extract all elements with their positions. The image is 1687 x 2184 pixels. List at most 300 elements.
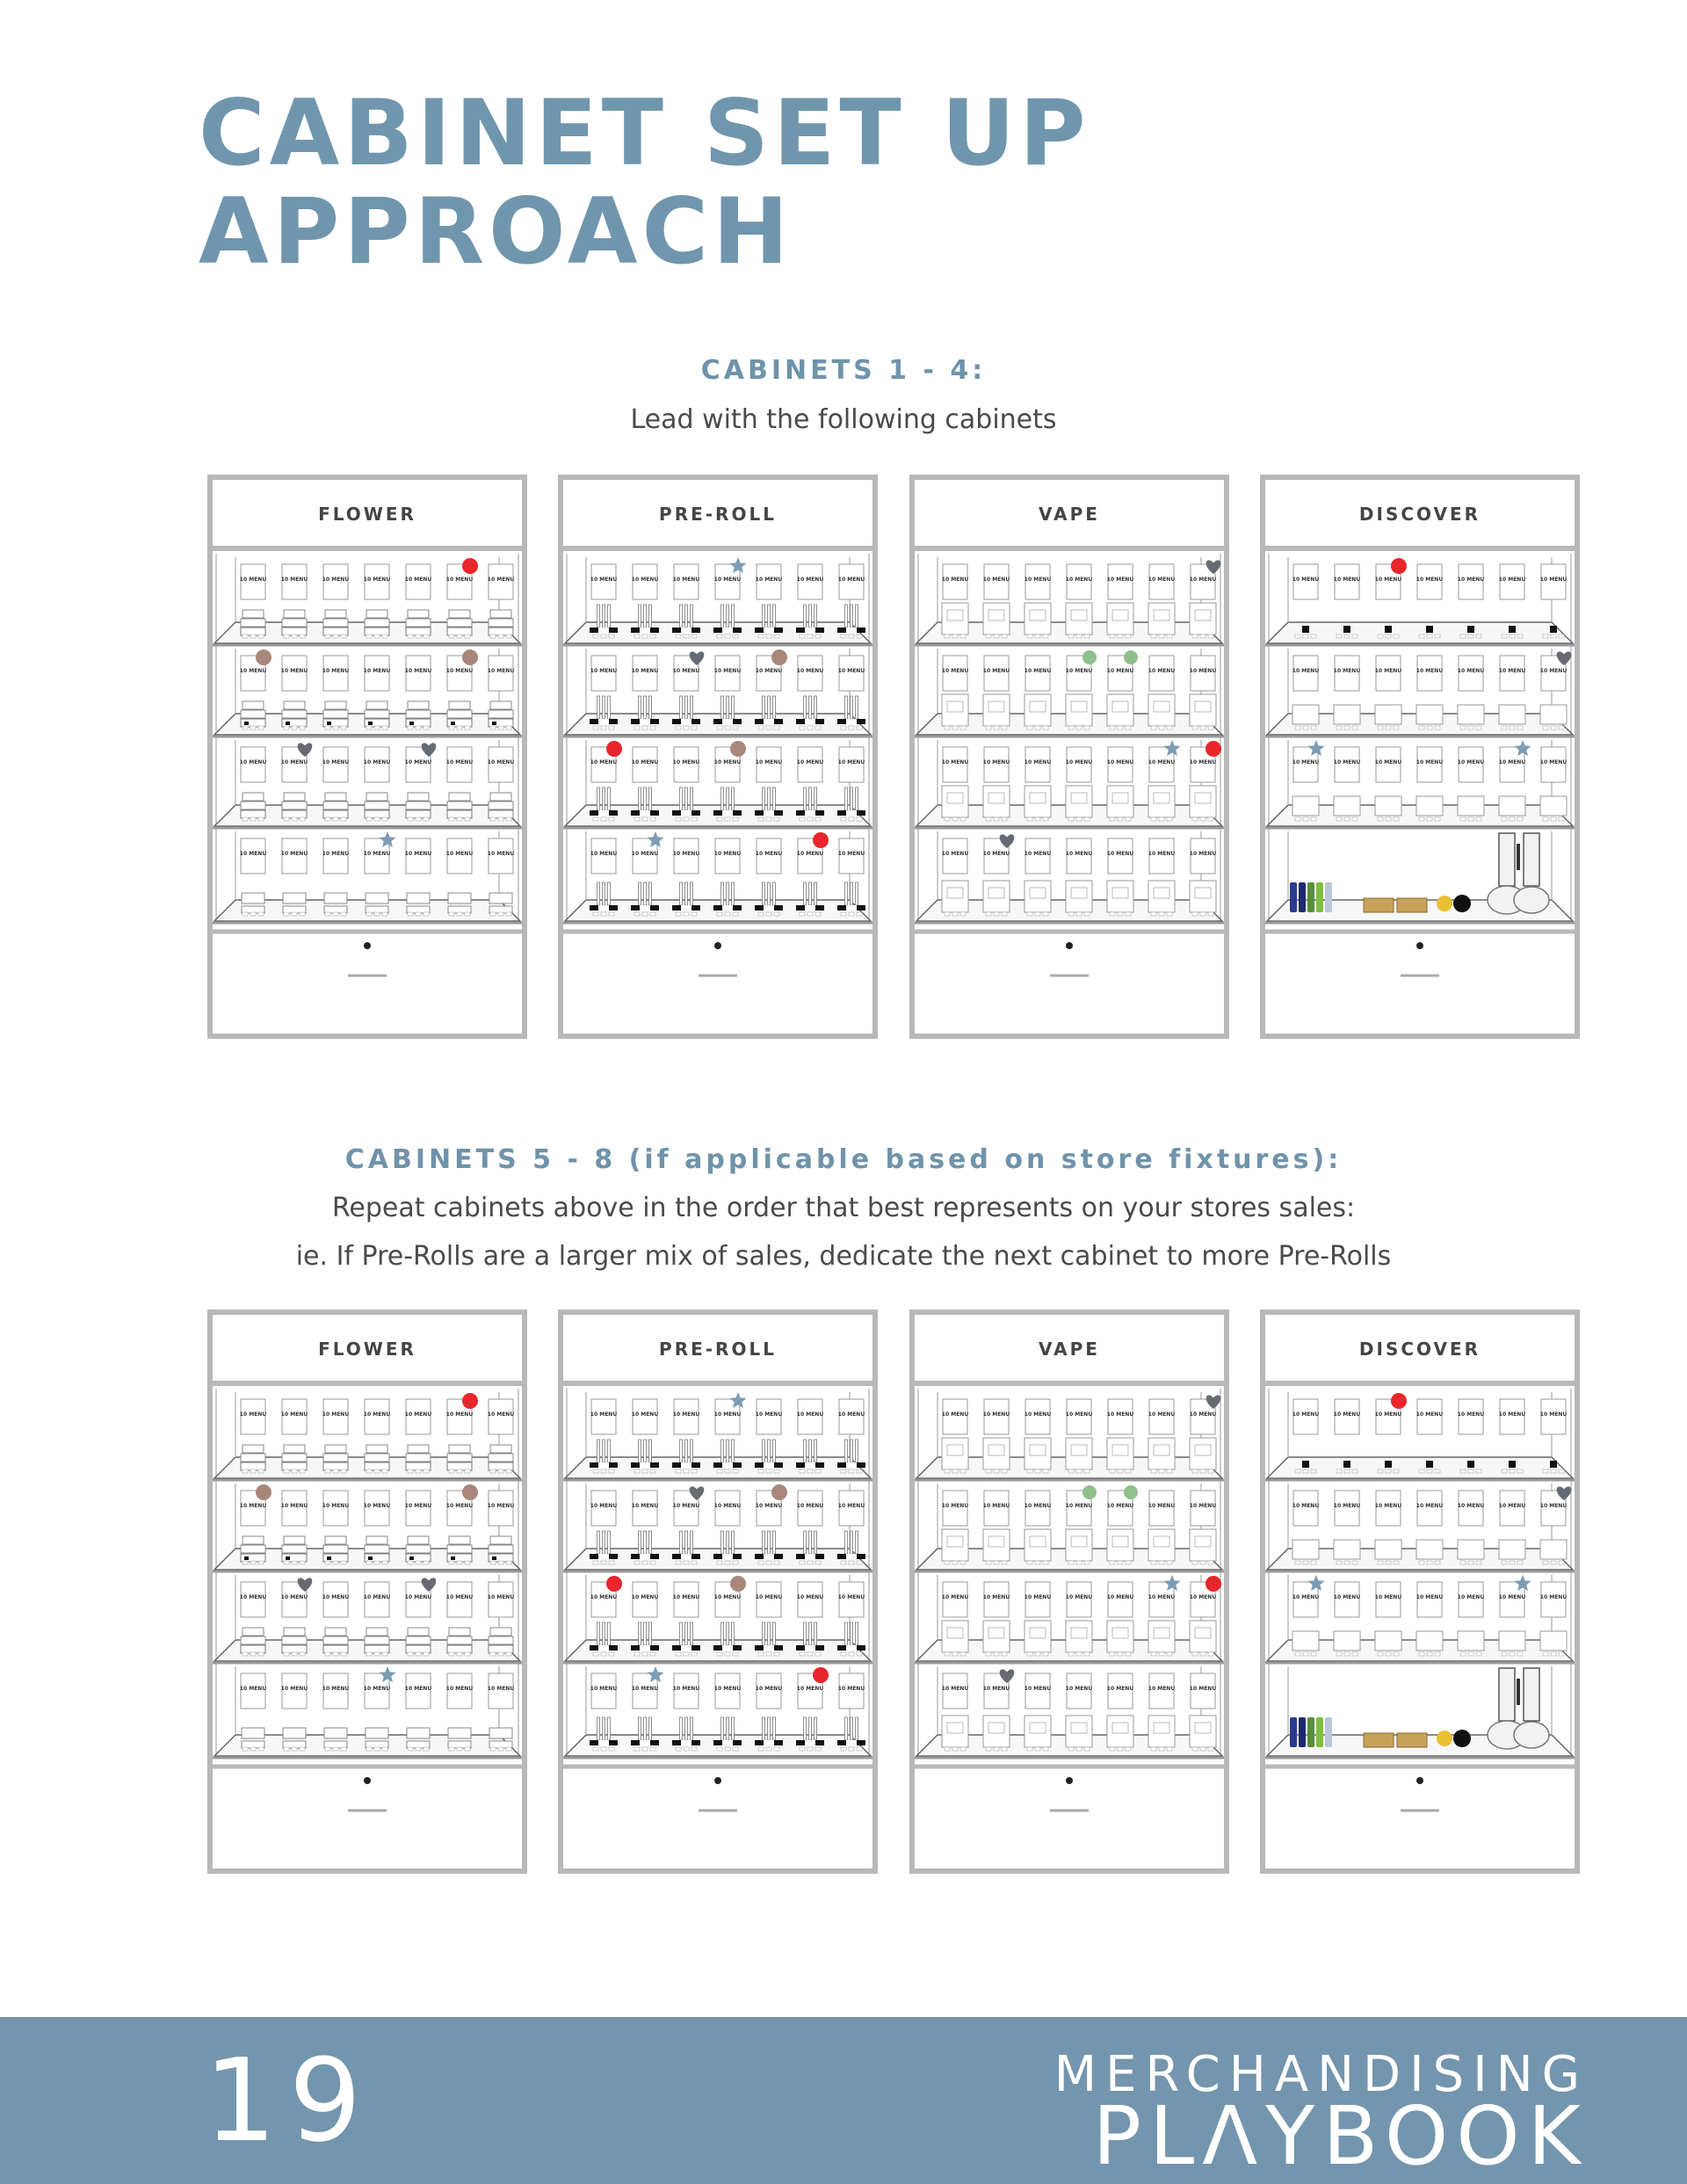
- price-tag: [800, 1561, 805, 1564]
- pre-roll-tube: [809, 1440, 812, 1462]
- price-tag: [374, 1469, 380, 1473]
- flower-label: [244, 1556, 249, 1560]
- flower-jar: [323, 1462, 348, 1470]
- price-tag: [1517, 726, 1523, 729]
- menu-sign-text: 10 MENU: [1292, 1503, 1320, 1509]
- menu-sign-text: 10 MENU: [363, 577, 391, 583]
- menu-sign-text: 10 MENU: [837, 851, 865, 857]
- vape-cart: [1112, 1628, 1128, 1638]
- price-tag: [758, 635, 764, 638]
- price-tag: [1336, 1561, 1342, 1564]
- menu-sign-text: 10 MENU: [239, 1686, 267, 1692]
- flower-jar: [243, 701, 264, 709]
- pre-roll-tube: [804, 1531, 807, 1554]
- price-tag: [341, 1652, 346, 1656]
- price-tag: [774, 912, 779, 916]
- price-tag: [986, 1652, 991, 1656]
- bong-icon: [1514, 887, 1549, 913]
- vape-cart: [1030, 1445, 1046, 1455]
- price-tag: [457, 1747, 462, 1751]
- price-tag: [593, 912, 598, 916]
- price-tag: [490, 1652, 496, 1656]
- price-tag: [250, 1469, 256, 1473]
- price-tag: [774, 1747, 779, 1751]
- flower-jar: [489, 628, 513, 635]
- pre-roll-tube: [649, 696, 652, 719]
- accessory-box: [1458, 1540, 1484, 1559]
- price-tag: [1502, 1652, 1507, 1656]
- price-tag: [1118, 726, 1123, 729]
- price-tag: [498, 817, 503, 821]
- accessory-box: [1499, 705, 1525, 724]
- flower-jar: [406, 710, 431, 718]
- flower-jar: [490, 1445, 511, 1453]
- price-tag: [1352, 817, 1358, 821]
- price-tag: [1352, 1469, 1358, 1473]
- price-tag: [1159, 1652, 1164, 1656]
- flower-jar: [366, 1728, 388, 1738]
- flower-jar: [323, 1454, 348, 1462]
- flower-jar: [366, 1628, 387, 1636]
- menu-sign-text: 10 MENU: [672, 1594, 700, 1600]
- price-tag: [341, 1469, 346, 1473]
- menu-sign-text: 10 MENU: [1024, 851, 1052, 857]
- price-tag: [490, 817, 496, 821]
- price-tag: [341, 726, 346, 729]
- pre-roll-tray-gap: [681, 905, 691, 911]
- price-tag: [766, 1747, 771, 1751]
- price-tag: [676, 1747, 681, 1751]
- price-tag: [650, 726, 655, 729]
- price-tag: [609, 1652, 614, 1656]
- flower-jar: [242, 893, 264, 903]
- flower-jar: [323, 810, 348, 818]
- price-tag: [424, 635, 429, 638]
- price-tag: [1151, 1561, 1156, 1564]
- price-tag: [994, 912, 999, 916]
- pre-roll-tube: [649, 1440, 652, 1462]
- price-tag: [1559, 1469, 1564, 1473]
- price-tag: [366, 1561, 372, 1564]
- menu-sign-text: 10 MENU: [1457, 1503, 1485, 1509]
- accessory-box: [1334, 1540, 1360, 1559]
- pre-roll-tray-gap: [598, 810, 609, 816]
- menu-sign-text: 10 MENU: [1106, 1503, 1134, 1509]
- price-tag: [1502, 817, 1507, 821]
- menu-sign-text: 10 MENU: [1024, 668, 1052, 674]
- pre-roll-tube: [851, 787, 853, 810]
- price-tag: [650, 912, 655, 916]
- pre-roll-tube: [768, 882, 771, 905]
- price-tag: [609, 635, 614, 638]
- price-tag: [1502, 1561, 1507, 1564]
- price-tag: [1084, 1652, 1090, 1656]
- pre-roll-tube: [680, 696, 683, 719]
- price-tag: [1167, 1469, 1172, 1473]
- flower-jar: [449, 1445, 470, 1453]
- menu-sign-text: 10 MENU: [941, 1503, 969, 1509]
- accessory-box: [1334, 705, 1360, 724]
- menu-sign-text: 10 MENU: [1148, 759, 1176, 765]
- price-tag: [300, 1469, 305, 1473]
- pre-roll-tray-gap: [640, 905, 650, 911]
- accessory-box: [1334, 796, 1360, 816]
- menu-sign-text: 10 MENU: [672, 668, 700, 674]
- price-tag: [717, 1652, 722, 1656]
- price-tag: [506, 817, 511, 821]
- grinder-icon: [1453, 1730, 1471, 1747]
- price-tag: [1559, 817, 1564, 821]
- flower-jar: [284, 1536, 305, 1544]
- price-tag: [1035, 912, 1040, 916]
- pre-roll-tube: [597, 1622, 600, 1645]
- price-tag: [1435, 635, 1440, 638]
- pre-roll-tube: [639, 605, 641, 628]
- price-tag: [408, 1469, 413, 1473]
- price-tag: [945, 817, 950, 821]
- flower-jar: [489, 1454, 513, 1462]
- sale-badge-icon: [1391, 558, 1407, 574]
- price-tag: [1110, 817, 1115, 821]
- price-tag: [1476, 635, 1481, 638]
- flower-jar: [366, 1445, 387, 1453]
- price-tag: [1043, 1747, 1048, 1751]
- flower-jar: [366, 893, 388, 903]
- pre-roll-tray-gap: [681, 1645, 691, 1651]
- menu-sign-text: 10 MENU: [239, 1411, 267, 1418]
- price-tag: [333, 726, 338, 729]
- menu-sign-text: 10 MENU: [1498, 1503, 1526, 1509]
- pre-roll-tray-gap: [598, 1554, 609, 1559]
- price-tag: [457, 635, 462, 638]
- menu-sign-text: 10 MENU: [487, 577, 515, 583]
- accessory-item: [1302, 1461, 1309, 1468]
- vape-cart: [988, 1445, 1004, 1455]
- price-tag: [1076, 817, 1082, 821]
- drawer-lock-icon: [1066, 1777, 1073, 1784]
- price-tag: [1167, 1561, 1172, 1564]
- pre-roll-tube: [732, 1622, 735, 1645]
- price-tag: [952, 1561, 958, 1564]
- flower-jar: [447, 802, 472, 809]
- pre-roll-tube: [639, 1717, 641, 1740]
- flower-jar: [241, 619, 265, 627]
- price-tag: [1068, 1561, 1074, 1564]
- menu-sign-text: 10 MENU: [672, 1503, 700, 1509]
- price-tag: [1208, 726, 1213, 729]
- pre-roll-tray-gap: [805, 1645, 815, 1651]
- menu-sign-text: 10 MENU: [982, 1594, 1010, 1600]
- price-tag: [1076, 1561, 1082, 1564]
- vape-cart: [947, 610, 963, 620]
- price-tag: [857, 1561, 862, 1564]
- menu-sign-text: 10 MENU: [1106, 1594, 1134, 1600]
- price-tag: [1192, 817, 1198, 821]
- price-tag: [1517, 1652, 1523, 1656]
- price-tag: [382, 635, 387, 638]
- menu-sign-text: 10 MENU: [1539, 1411, 1568, 1418]
- price-tag: [1068, 635, 1074, 638]
- price-tag: [408, 1747, 413, 1751]
- pre-roll-tray-gap: [722, 628, 733, 633]
- menu-sign-text: 10 MENU: [1498, 668, 1526, 674]
- vape-cart: [1154, 1628, 1169, 1638]
- price-tag: [849, 726, 854, 729]
- menu-sign-text: 10 MENU: [1292, 1411, 1320, 1418]
- price-tag: [815, 1561, 821, 1564]
- pre-roll-tray-gap: [805, 1740, 815, 1745]
- menu-sign-text: 10 MENU: [982, 1411, 1010, 1418]
- price-tag: [952, 912, 958, 916]
- menu-sign-text: 10 MENU: [280, 1503, 308, 1509]
- menu-sign-text: 10 MENU: [363, 851, 391, 857]
- flower-jar: [282, 1645, 307, 1653]
- vape-cart: [1030, 610, 1046, 620]
- price-tag: [325, 1469, 330, 1473]
- pre-roll-tube: [680, 1622, 683, 1645]
- flower-jar: [408, 1628, 429, 1636]
- cabinet-discover: [1260, 475, 1580, 1039]
- price-tag: [815, 635, 821, 638]
- pre-roll-tube: [691, 605, 693, 628]
- pre-roll-tray-gap: [640, 1462, 650, 1468]
- price-tag: [691, 817, 697, 821]
- menu-sign-text: 10 MENU: [404, 1503, 432, 1509]
- price-tag: [1151, 817, 1156, 821]
- menu-sign-text: 10 MENU: [1415, 1411, 1444, 1418]
- pre-roll-tray-gap: [722, 1554, 733, 1559]
- price-tag: [1110, 912, 1115, 916]
- menu-sign-text: 10 MENU: [1106, 1411, 1134, 1418]
- flower-jar: [365, 1462, 389, 1470]
- price-tag: [1551, 1652, 1556, 1656]
- vape-cart: [1195, 1445, 1211, 1455]
- promo-badge-icon: [462, 649, 478, 665]
- menu-sign-text: 10 MENU: [755, 1503, 783, 1509]
- price-tag: [725, 1469, 730, 1473]
- menu-sign-text: 10 MENU: [796, 1686, 824, 1692]
- menu-sign-text: 10 MENU: [631, 1411, 659, 1418]
- flower-label: [368, 1556, 373, 1560]
- lighter-icon: [1325, 1717, 1332, 1747]
- price-tag: [684, 817, 689, 821]
- price-tag: [300, 1561, 305, 1564]
- price-tag: [650, 635, 655, 638]
- price-tag: [986, 1469, 991, 1473]
- pre-roll-tube: [680, 882, 683, 905]
- menu-sign-text: 10 MENU: [672, 851, 700, 857]
- flower-jar: [241, 1645, 265, 1653]
- price-tag: [717, 1747, 722, 1751]
- price-tag: [1476, 1469, 1481, 1473]
- vape-cart: [1071, 610, 1087, 620]
- price-tag: [841, 1747, 846, 1751]
- pre-roll-tube: [845, 605, 848, 628]
- cabinet-label: DISCOVER: [1358, 504, 1481, 525]
- price-tag: [1352, 1652, 1358, 1656]
- menu-sign-text: 10 MENU: [363, 1503, 391, 1509]
- rolling-papers-icon: [1364, 898, 1394, 912]
- vape-cart: [988, 610, 1004, 620]
- flower-jar: [448, 893, 471, 903]
- price-tag: [634, 635, 640, 638]
- flower-jar: [282, 802, 307, 809]
- pre-roll-tube: [851, 1717, 853, 1740]
- pre-roll-tray-gap: [598, 719, 609, 724]
- flower-jar: [243, 1445, 264, 1453]
- price-tag: [960, 1652, 966, 1656]
- cabinet-label: DISCOVER: [1358, 1339, 1481, 1360]
- price-tag: [758, 912, 764, 916]
- pre-roll-tube: [727, 1717, 729, 1740]
- accessory-item: [1343, 1461, 1350, 1468]
- vape-cart: [1030, 1536, 1046, 1547]
- price-tag: [1126, 726, 1131, 729]
- vape-cart: [1154, 793, 1169, 803]
- price-tag: [1043, 912, 1048, 916]
- flower-jar: [447, 619, 472, 627]
- price-tag: [465, 1747, 470, 1751]
- menu-sign-text: 10 MENU: [837, 1594, 865, 1600]
- price-tag: [1118, 1652, 1123, 1656]
- price-tag: [676, 1652, 681, 1656]
- price-tag: [1468, 817, 1473, 821]
- menu-sign-text: 10 MENU: [1374, 759, 1402, 765]
- price-tag: [642, 817, 648, 821]
- pre-roll-tube: [804, 1717, 807, 1740]
- price-tag: [593, 1469, 598, 1473]
- price-tag: [382, 817, 387, 821]
- price-tag: [424, 726, 429, 729]
- pre-roll-tube: [815, 787, 817, 810]
- price-tag: [1200, 1652, 1206, 1656]
- price-tag: [1208, 912, 1213, 916]
- price-tag: [1551, 817, 1556, 821]
- flower-jar: [490, 793, 511, 801]
- price-tag: [250, 912, 256, 916]
- price-tag: [408, 635, 413, 638]
- price-tag: [1192, 1469, 1198, 1473]
- pre-roll-tube: [763, 605, 765, 628]
- pre-roll-tray-gap: [846, 1645, 857, 1651]
- price-tag: [733, 912, 738, 916]
- pre-roll-tube: [768, 696, 771, 719]
- menu-sign-text: 10 MENU: [1189, 851, 1217, 857]
- vape-cart: [988, 701, 1004, 712]
- price-tag: [341, 1747, 346, 1751]
- price-tag: [1126, 1469, 1131, 1473]
- price-tag: [800, 817, 805, 821]
- pre-roll-tube: [763, 882, 765, 905]
- price-tag: [1035, 1652, 1040, 1656]
- menu-sign-text: 10 MENU: [1333, 759, 1361, 765]
- price-tag: [424, 1561, 429, 1564]
- flower-jar: [325, 1536, 346, 1544]
- price-tag: [634, 1469, 640, 1473]
- price-tag: [1084, 912, 1090, 916]
- cabinet-label: PRE-ROLL: [659, 1339, 777, 1360]
- flower-jar: [323, 628, 348, 635]
- pre-roll-tube: [815, 1440, 817, 1462]
- price-tag: [849, 1652, 854, 1656]
- pre-roll-tube: [639, 696, 641, 719]
- price-tag: [1427, 1469, 1432, 1473]
- price-tag: [634, 1747, 640, 1751]
- price-tag: [1076, 635, 1082, 638]
- vape-cart: [1071, 1536, 1087, 1547]
- menu-sign-text: 10 MENU: [1292, 1594, 1320, 1600]
- menu-sign-text: 10 MENU: [796, 1411, 824, 1418]
- price-tag: [258, 1652, 264, 1656]
- pre-roll-tube: [804, 882, 807, 905]
- accessory-item: [1302, 626, 1309, 633]
- menu-sign-text: 10 MENU: [755, 1411, 783, 1418]
- vape-cart: [1154, 1536, 1169, 1547]
- pre-roll-tube: [727, 882, 729, 905]
- brand-merchandising: MERCHANDISING: [1053, 2046, 1589, 2103]
- price-tag: [733, 1747, 738, 1751]
- menu-sign-text: 10 MENU: [322, 577, 350, 583]
- price-tag: [1468, 1561, 1473, 1564]
- price-tag: [1043, 635, 1048, 638]
- pre-roll-tube: [685, 605, 688, 628]
- new-badge-icon: [1082, 1485, 1097, 1499]
- pre-roll-tube: [768, 1622, 771, 1645]
- price-tag: [1394, 1469, 1399, 1473]
- price-tag: [250, 1747, 256, 1751]
- sale-badge-icon: [813, 832, 829, 848]
- flower-jar: [243, 1536, 264, 1544]
- price-tag: [1517, 817, 1523, 821]
- lighter-icon: [1316, 1717, 1323, 1747]
- flower-jar: [365, 1645, 389, 1653]
- menu-sign-text: 10 MENU: [982, 851, 1010, 857]
- bong-icon: [1499, 1668, 1515, 1721]
- vape-cart: [988, 888, 1004, 898]
- price-tag: [650, 1561, 655, 1564]
- vape-cart: [1030, 1723, 1046, 1733]
- price-tag: [1543, 1469, 1548, 1473]
- price-tag: [408, 1652, 413, 1656]
- price-tag: [1068, 1469, 1074, 1473]
- pre-roll-tube: [727, 696, 729, 719]
- price-tag: [1002, 1747, 1007, 1751]
- price-tag: [800, 1652, 805, 1656]
- pre-roll-tray-gap: [846, 1554, 857, 1559]
- price-tag: [1311, 817, 1316, 821]
- flower-jar: [365, 628, 389, 635]
- price-tag: [1311, 1561, 1316, 1564]
- menu-sign-text: 10 MENU: [941, 1594, 969, 1600]
- pre-roll-tube: [732, 696, 735, 719]
- pre-roll-tube: [639, 1622, 641, 1645]
- price-tag: [1543, 726, 1548, 729]
- flower-jar: [490, 610, 511, 618]
- price-tag: [774, 1469, 779, 1473]
- vape-cart: [1071, 888, 1087, 898]
- cabinet-flower: [207, 475, 527, 1039]
- price-tag: [1126, 1652, 1131, 1656]
- pre-roll-tray-gap: [722, 1462, 733, 1468]
- pre-roll-tube: [691, 696, 693, 719]
- price-tag: [1118, 912, 1123, 916]
- price-tag: [465, 1561, 470, 1564]
- price-tag: [945, 912, 950, 916]
- lighter-icon: [1290, 1717, 1297, 1747]
- price-tag: [243, 912, 248, 916]
- price-tag: [416, 817, 421, 821]
- pre-roll-tube: [608, 605, 611, 628]
